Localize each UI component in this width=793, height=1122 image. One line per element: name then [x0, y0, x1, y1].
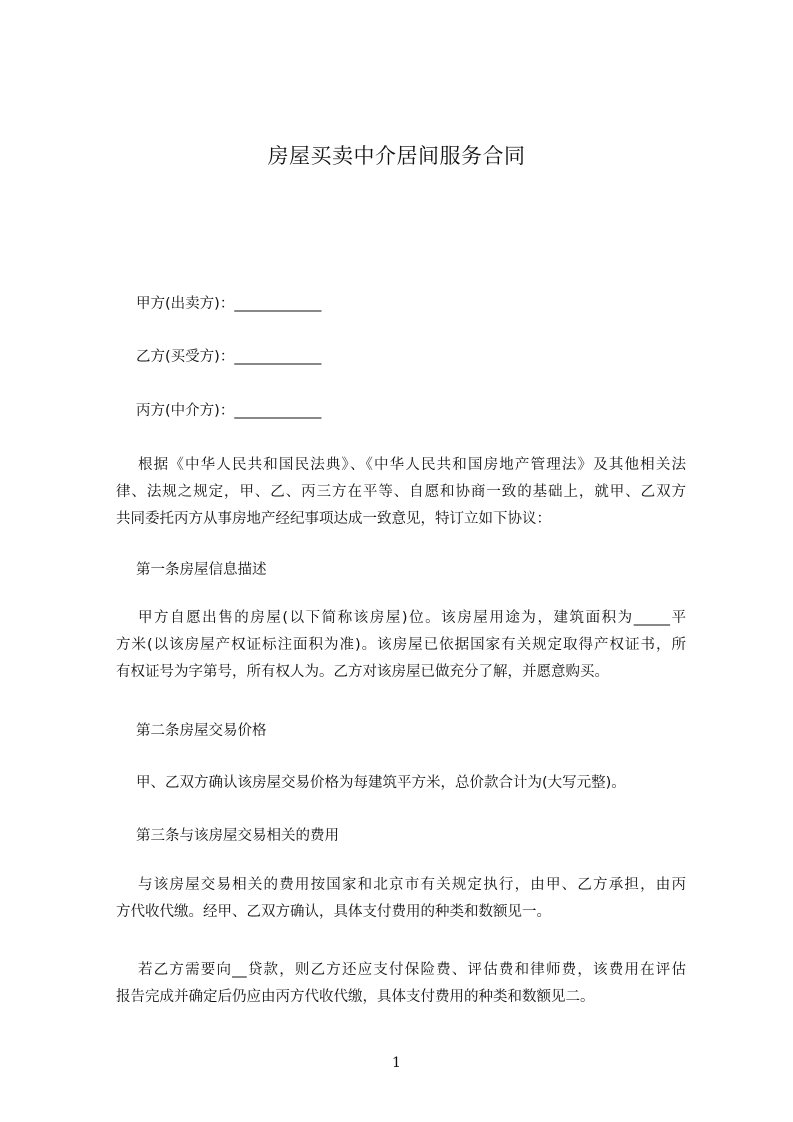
preamble-line-3: 共同委托丙方从事房地产经纪事项达成一致意见，特订立如下协议： — [116, 511, 551, 527]
article-1-line-3: 有权证号为字第号，所有权人为。乙方对该房屋已做充分了解，并愿意购买。 — [116, 664, 609, 680]
article-3-paragraph-1 — [116, 872, 686, 926]
preamble-line-2: 律、法规之规定，甲、乙、丙三方在平等、自愿和协商一致的基础上，就甲、乙双方 — [116, 484, 686, 500]
article-3-p1-line-1: 与该房屋交易相关的费用按国家和北京市有关规定执行，由甲、乙方承担，由丙 — [138, 877, 686, 893]
page-number: 1 — [392, 1055, 401, 1071]
article-2-line-1: 甲、乙双方确认该房屋交易价格为每建筑平方米，总价款合计为(大写元整)。 — [136, 775, 626, 791]
article-1-line-2: 方米(以该房屋产权证标注面积为准)。该房屋已依据国家有关规定取得产权证书，所 — [116, 637, 686, 653]
article-1-paragraph — [116, 605, 686, 686]
party-c-line: 丙方(中介方)：____________ — [136, 403, 322, 419]
article-3-paragraph-2 — [116, 957, 686, 1011]
preamble-line-1: 根据《中华人民共和国民法典》、《中华人民共和国房地产管理法》及其他相关法 — [138, 457, 686, 473]
article-1-line-1: 甲方自愿出售的房屋(以下简称该房屋)位。该房屋用途为，建筑面积为_____平 — [138, 610, 686, 626]
party-a-line: 甲方(出卖方)：____________ — [136, 296, 322, 312]
article-2-heading: 第二条房屋交易价格 — [136, 723, 267, 739]
article-3-heading: 第三条与该房屋交易相关的费用 — [136, 828, 339, 844]
party-b-line: 乙方(买受方)：____________ — [136, 349, 322, 365]
article-3-p1-line-2: 方代收代缴。经甲、乙双方确认，具体支付费用的种类和数额见一。 — [116, 904, 551, 920]
article-3-p2-line-1: 若乙方需要向__贷款，则乙方还应支付保险费、评估费和律师费，该费用在评估 — [138, 962, 686, 978]
article-3-p2-line-2: 报告完成并确定后仍应由丙方代收代缴，具体支付费用的种类和数额见二。 — [116, 989, 595, 1005]
document-title: 房屋买卖中介居间服务合同 — [267, 144, 526, 168]
preamble-paragraph — [116, 452, 686, 533]
article-1-heading: 第一条房屋信息描述 — [136, 562, 267, 578]
